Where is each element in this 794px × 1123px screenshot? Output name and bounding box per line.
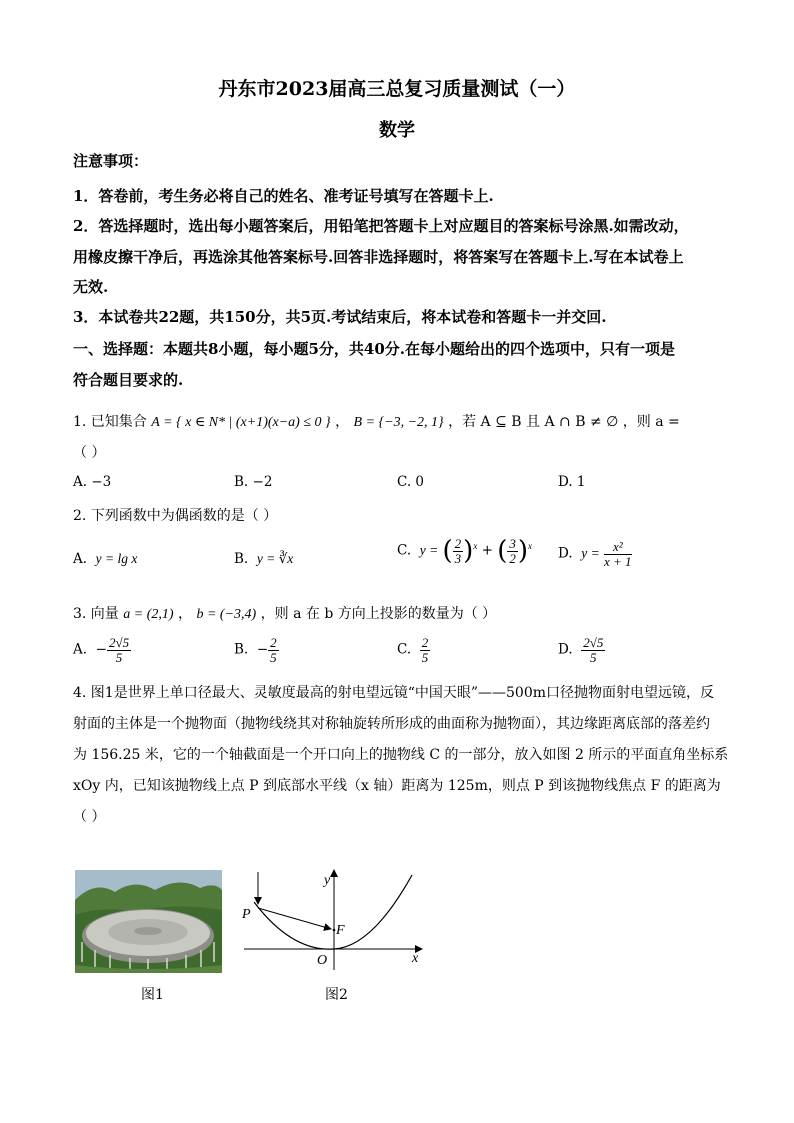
- question-2-stem: 2. 下列函数中为偶函数的是（ ）: [73, 508, 278, 524]
- y-axis-label: y: [324, 873, 331, 888]
- document-title: 丹东市2023届高三总复习质量测试（一）: [218, 78, 576, 100]
- note-item-3: 3．本试卷共22题，共150分，共5页.考试结束后，将本试卷和答题卡一并交回.: [73, 308, 607, 326]
- subject-title: 数学: [379, 120, 415, 141]
- q1-option-c: C. 0: [397, 474, 425, 490]
- question-1-paren: （ ）: [73, 445, 106, 461]
- q2-option-d: D. y = $\frac{\text{x²}}{x + 1}$: [558, 539, 632, 569]
- note-item-2-cont: 用橡皮擦干净后，再选涂其他答案标号.回答非选择题时，将答案写在答题卡上.写在本试卷上: [73, 248, 684, 266]
- point-p-label: P: [242, 907, 251, 922]
- q3-option-a: A. − $\frac{2√5}{5}$: [73, 635, 130, 665]
- q2-option-c: C. y = ( $\frac{2}{3}$ )$^x$ + ( $\frac{3}{2}$ )$^x$: [397, 535, 533, 566]
- x-axis-label: x: [412, 951, 419, 966]
- q3-option-b: B. − $\frac{2}{5}$: [234, 635, 277, 665]
- set-b: B = {−3, −2, 1}: [353, 415, 444, 430]
- q2-option-a: A. y = lg x: [73, 551, 138, 567]
- origin-label: O: [317, 953, 328, 968]
- fast-telescope-photo: [75, 870, 222, 973]
- section-heading: 一、选择题：本题共8小题，每小题5分，共40分.在每小题给出的四个选项中，只有一项是: [73, 340, 675, 358]
- question-3-stem: 3. 向量 a = (2,1) ， b = (−3,4) ，则 a 在 b 方向上投影的数量为（ ）: [73, 606, 497, 622]
- section-heading-cont: 符合题目要求的.: [73, 371, 184, 389]
- q1-option-d: D. 1: [558, 474, 586, 490]
- parabola-diagram: [232, 862, 432, 972]
- parabola-curve: [254, 875, 412, 949]
- note-item-1: 1．答卷前，考生务必将自己的姓名、准考证号填写在答题卡上.: [73, 187, 494, 205]
- q1-option-a: A. −3: [73, 474, 112, 490]
- vector-a: a = (2,1): [123, 607, 174, 622]
- question-1-stem: 1. 已知集合 A = { x ∈ N* | (x+1)(x−a) ≤ 0 } ， B = {−3, −2, 1} ，若 A ⊆ B 且 A ∩ B ≠ ∅ ，则 a =: [73, 414, 680, 430]
- question-4-line-1: 4. 图1是世界上单口径最大、灵敏度最高的射电望远镜“中国天眼”——500m口径抛物面射电望远镜，反: [73, 685, 715, 701]
- figure-2-caption: 图2: [325, 987, 348, 1003]
- point-f-label: F: [336, 923, 345, 938]
- question-4-line-2: 射面的主体是一个抛物面（抛物线绕其对称轴旋转所形成的曲面称为抛物面），其边缘距离底部的落差约: [73, 716, 710, 732]
- question-4-paren: （ ）: [73, 809, 106, 825]
- question-4-line-4: xOy 内，已知该抛物线上点 P 到底部水平线（x 轴）距离为 125m，则点 P 到该抛物线焦点 F 的距离为: [73, 778, 721, 794]
- figure-1-caption: 图1: [141, 987, 164, 1003]
- question-4-line-3: 为 156.25 米，它的一个轴截面是一个开口向上的抛物线 C 的一部分，放入如图 2 所示的平面直角坐标系: [73, 747, 729, 763]
- focus-point: [333, 929, 336, 932]
- vector-b: b = (−3,4): [196, 607, 257, 622]
- note-item-2-end: 无效.: [73, 278, 109, 296]
- set-a: A = { x ∈ N* | (x+1)(x−a) ≤ 0 }: [151, 415, 331, 430]
- reflected-ray: [258, 908, 331, 929]
- q1-condition: ，若 A ⊆ B 且 A ∩ B ≠ ∅ ，则 a =: [448, 414, 680, 430]
- q3-option-c: C. $\frac{2}{5}$: [397, 635, 429, 665]
- q2-option-b: B. y = ∛x: [234, 551, 294, 567]
- note-item-2: 2．答选择题时，选出每小题答案后，用铅笔把答题卡上对应题目的答案标号涂黑.如需改动，: [73, 217, 689, 235]
- q1-option-b: B. −2: [234, 474, 273, 490]
- notes-heading: 注意事项：: [73, 152, 149, 170]
- q3-option-d: D. $\frac{2√5}{5}$: [558, 635, 604, 665]
